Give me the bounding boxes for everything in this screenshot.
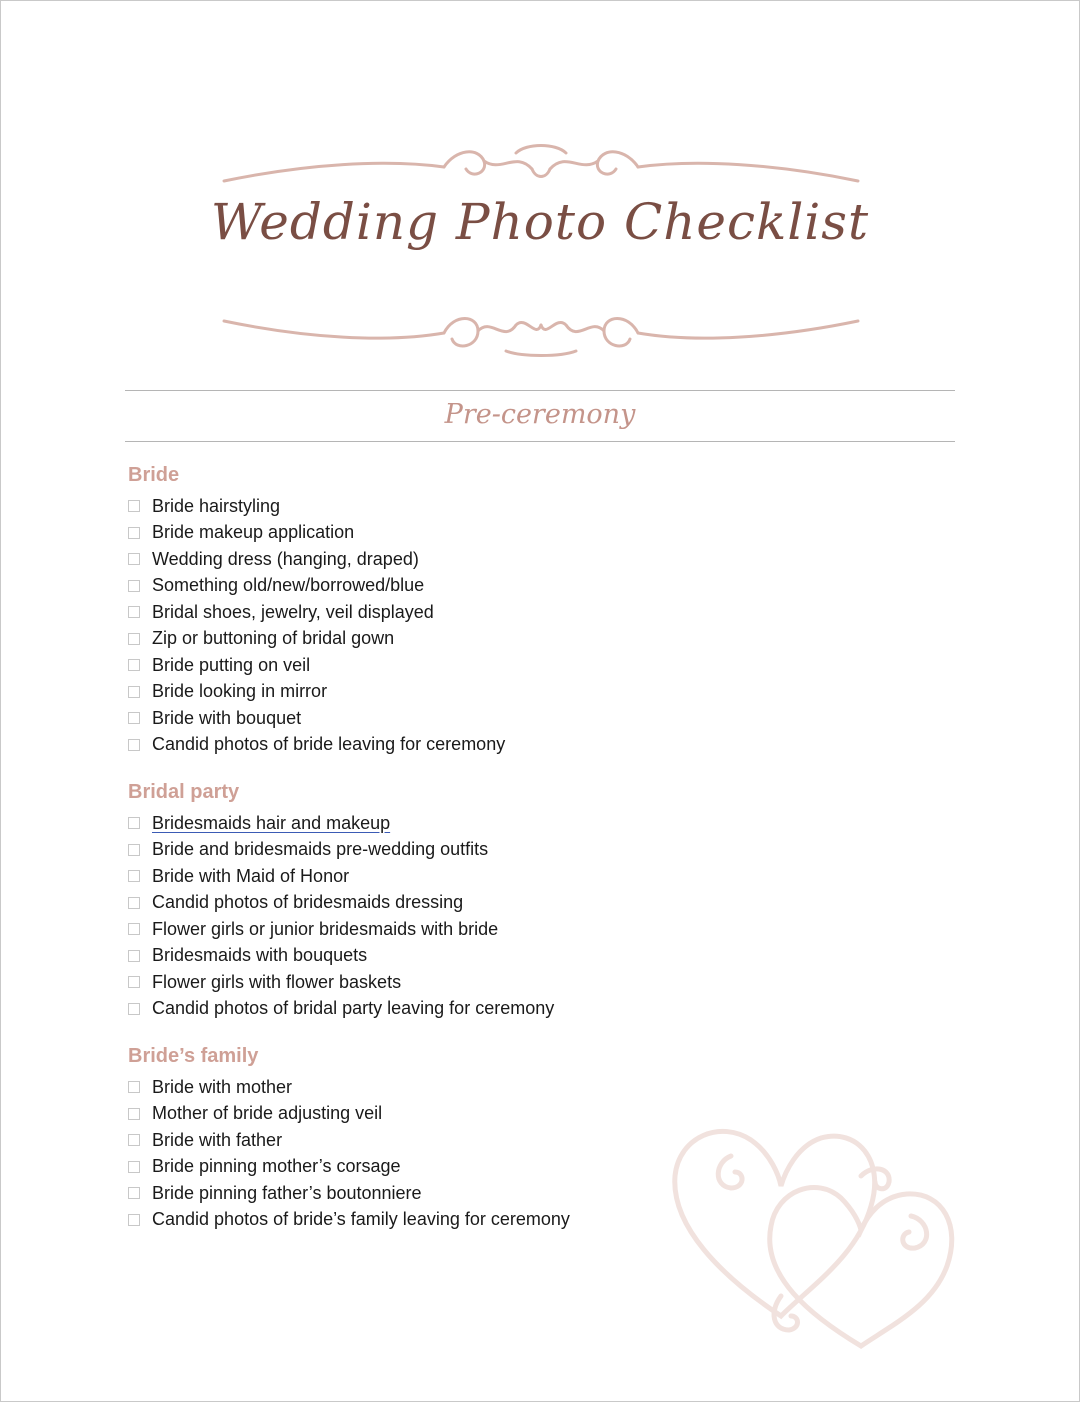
checklist-item-label: Zip or buttoning of bridal gown: [152, 628, 395, 649]
checkbox-icon[interactable]: [128, 1003, 140, 1015]
checklist-item: [128, 652, 828, 679]
checkbox-icon[interactable]: [128, 659, 140, 671]
checklist-item-label: Candid photos of bride leaving for ceremony: [152, 734, 506, 755]
checklist-item-label: Bridesmaids hair and makeup: [152, 812, 391, 833]
checkbox-icon[interactable]: [128, 1214, 140, 1226]
checklist-item: [128, 863, 828, 890]
checklist-item-label: Bride pinning mother’s corsage: [152, 1156, 401, 1177]
checklist-item-label: Bride with father: [152, 1129, 283, 1150]
checklist-item: [128, 493, 828, 520]
checklist-item-label: Bride with Maid of Honor: [152, 865, 350, 886]
checklist-item: [128, 546, 828, 573]
checklist-item-label: Mother of bride adjusting veil: [152, 1103, 383, 1124]
checklist-item-label: Bride pinning father’s boutonniere: [152, 1182, 422, 1203]
checklist-item-label: Candid photos of bridal party leaving for ceremony: [152, 998, 555, 1019]
checklist-item-label: Flower girls with flower baskets: [152, 971, 402, 992]
checklist-item: [128, 890, 828, 917]
checkbox-icon[interactable]: [128, 712, 140, 724]
checklist-item: [128, 520, 828, 547]
flourish-ornament-icon: [216, 303, 866, 363]
checklist-item: [128, 943, 828, 970]
checkbox-icon[interactable]: [128, 500, 140, 512]
checkbox-icon[interactable]: [128, 686, 140, 698]
checklist-item-label: Bride makeup application: [152, 522, 355, 543]
checklist-item: [128, 573, 828, 600]
checkbox-icon[interactable]: [128, 1081, 140, 1093]
checklist-item-label: Bride putting on veil: [152, 654, 311, 675]
checkbox-icon[interactable]: [128, 580, 140, 592]
checklist-item-label: Candid photos of bridesmaids dressing: [152, 892, 464, 913]
checklist-item: [128, 916, 828, 943]
checkbox-icon[interactable]: [128, 1134, 140, 1146]
checkbox-icon[interactable]: [128, 1161, 140, 1173]
checkbox-icon[interactable]: [128, 1108, 140, 1120]
checklist-item: [128, 599, 828, 626]
checklist-item: [128, 705, 828, 732]
checkbox-icon[interactable]: [128, 897, 140, 909]
group-heading: Bridal party: [128, 781, 240, 803]
checklist-item-label: Bride hairstyling: [152, 495, 281, 516]
group-heading: Bride: [128, 464, 180, 486]
checkbox-icon[interactable]: [128, 606, 140, 618]
checklist-item-label: Flower girls or junior bridesmaids with bride: [152, 918, 499, 939]
divider-bottom: [125, 441, 955, 442]
checkbox-icon[interactable]: [128, 870, 140, 882]
checklist-item-label: Bride with bouquet: [152, 707, 302, 728]
checkbox-icon[interactable]: [128, 553, 140, 565]
checklist-item-label: Bridesmaids with bouquets: [152, 945, 368, 966]
checklist-items: [128, 493, 828, 758]
checklist-group-bridal-party: [128, 778, 828, 1022]
checklist-item: [128, 996, 828, 1023]
checklist-item-label: Wedding dress (hanging, draped): [152, 548, 419, 569]
checklist-item-label: Candid photos of bride’s family leaving for ceremony: [152, 1209, 570, 1230]
section-title: Pre-ceremony: [444, 399, 636, 430]
checkbox-icon[interactable]: [128, 633, 140, 645]
checklist-item-label: Bride looking in mirror: [152, 681, 328, 702]
checkbox-icon[interactable]: [128, 976, 140, 988]
checklist-item: [128, 626, 828, 653]
checklist-item: [128, 732, 828, 759]
checkbox-icon[interactable]: [128, 817, 140, 829]
intertwined-hearts-icon: [661, 1116, 971, 1356]
checklist-item: [128, 810, 828, 837]
checklist-items: [128, 810, 828, 1022]
flourish-ornament-icon: [216, 139, 866, 199]
checklist-item-label: Bride and bridesmaids pre-wedding outfits: [152, 839, 489, 860]
checkbox-icon[interactable]: [128, 1187, 140, 1199]
group-heading: Bride’s family: [128, 1045, 259, 1067]
checklist-item: [128, 969, 828, 996]
checklist-item: [128, 1074, 828, 1101]
checkbox-icon[interactable]: [128, 844, 140, 856]
checklist-item-label: Bridal shoes, jewelry, veil displayed: [152, 601, 434, 622]
checkbox-icon[interactable]: [128, 950, 140, 962]
checkbox-icon[interactable]: [128, 923, 140, 935]
checklist-item-label: Something old/new/borrowed/blue: [152, 575, 425, 596]
divider-top: [125, 390, 955, 391]
document-title: Wedding Photo Checklist: [210, 193, 870, 251]
checkbox-icon[interactable]: [128, 527, 140, 539]
checklist-group-bride: [128, 461, 828, 758]
checklist-item: [128, 679, 828, 706]
checkbox-icon[interactable]: [128, 739, 140, 751]
checklist-item: [128, 837, 828, 864]
checklist-item-label: Bride with mother: [152, 1076, 293, 1097]
